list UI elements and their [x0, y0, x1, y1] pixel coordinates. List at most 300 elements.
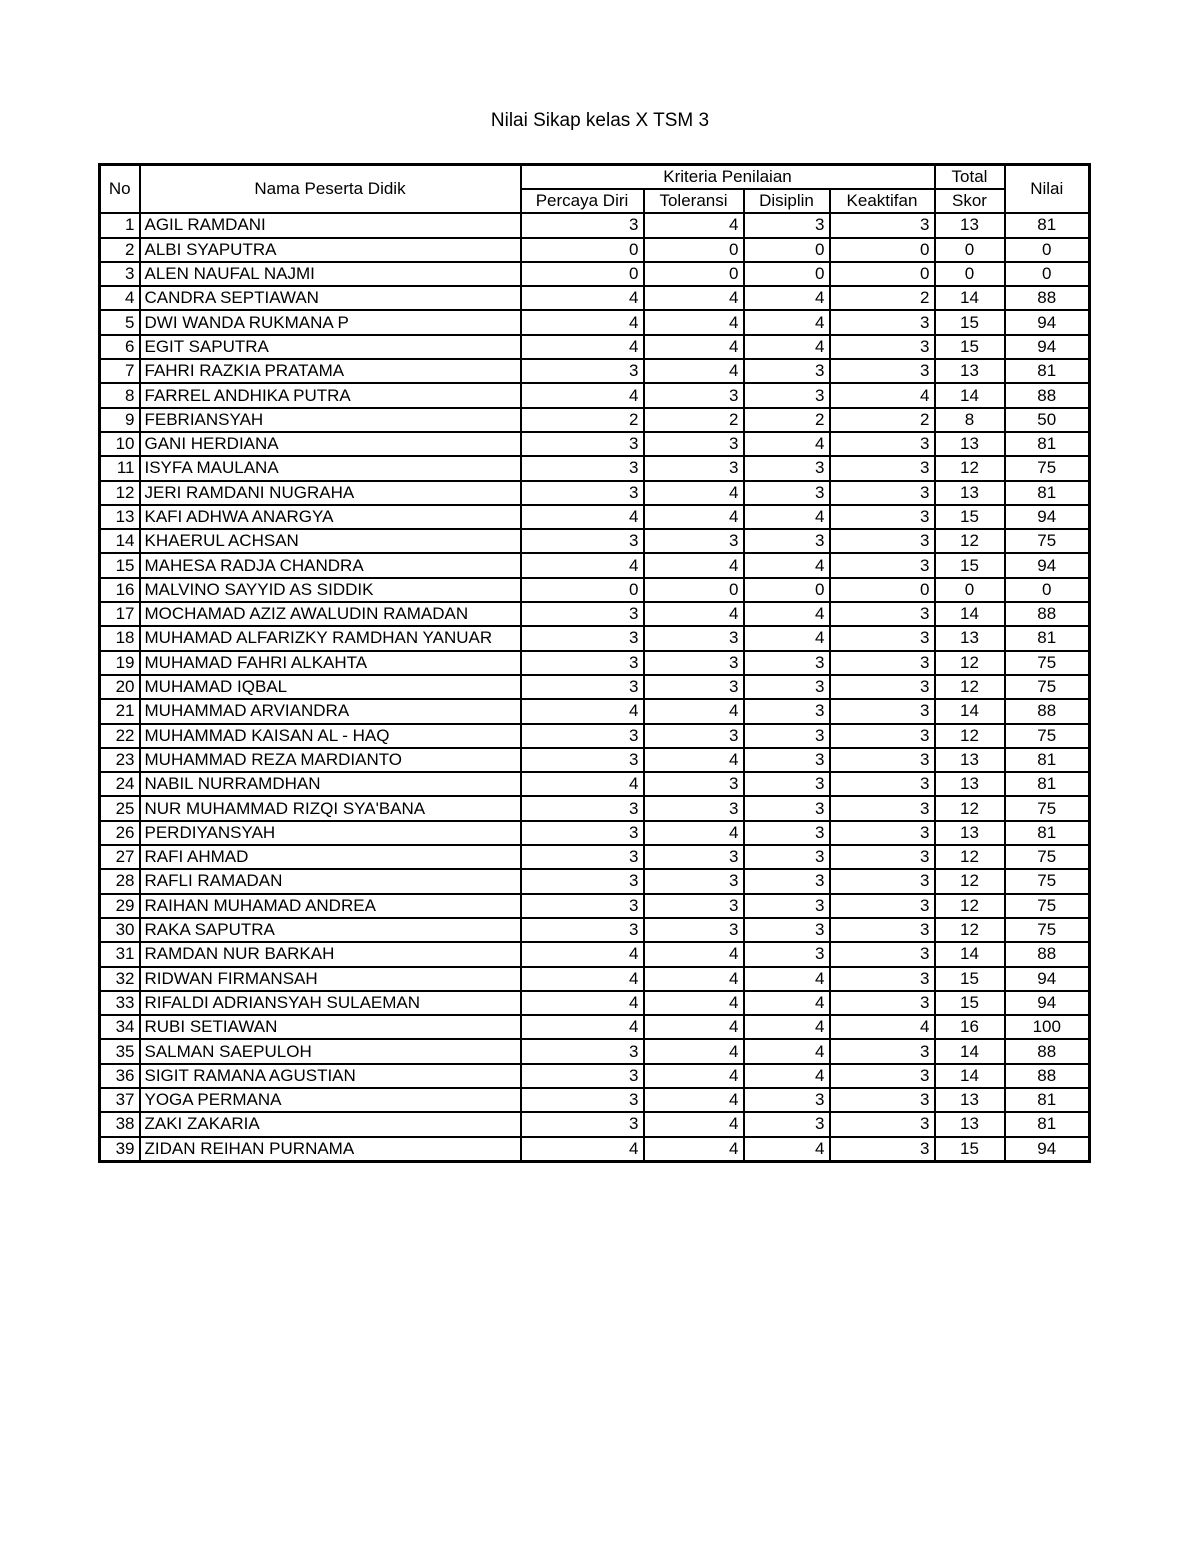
cell-percaya-diri: 3	[521, 724, 644, 748]
cell-total-skor: 12	[935, 456, 1005, 480]
table-body	[100, 213, 1090, 1161]
cell-percaya-diri: 3	[521, 918, 644, 942]
cell-toleransi: 2	[644, 408, 744, 432]
cell-total-skor: 14	[935, 942, 1005, 966]
cell-percaya-diri: 0	[521, 578, 644, 602]
cell-no: 19	[100, 651, 140, 675]
cell-percaya-diri: 4	[521, 1137, 644, 1162]
cell-keaktifan: 3	[830, 967, 935, 991]
cell-keaktifan: 3	[830, 918, 935, 942]
cell-percaya-diri: 4	[521, 383, 644, 407]
cell-disiplin: 3	[744, 869, 830, 893]
cell-disiplin: 3	[744, 918, 830, 942]
cell-toleransi: 4	[644, 553, 744, 577]
page-title: Nilai Sikap kelas X TSM 3	[490, 110, 710, 131]
cell-disiplin: 4	[744, 1039, 830, 1063]
cell-no: 37	[100, 1088, 140, 1112]
cell-toleransi: 4	[644, 505, 744, 529]
cell-no: 7	[100, 359, 140, 383]
cell-keaktifan: 3	[830, 432, 935, 456]
cell-nilai: 75	[1005, 869, 1090, 893]
cell-nilai: 88	[1005, 942, 1090, 966]
cell-percaya-diri: 4	[521, 942, 644, 966]
cell-percaya-diri: 3	[521, 602, 644, 626]
header-percaya-diri: Percaya Diri	[521, 189, 644, 213]
cell-keaktifan: 3	[830, 821, 935, 845]
cell-total-skor: 15	[935, 335, 1005, 359]
cell-toleransi: 3	[644, 456, 744, 480]
cell-nama: NUR MUHAMMAD RIZQI SYA'BANA	[140, 796, 521, 820]
cell-nilai: 94	[1005, 967, 1090, 991]
cell-disiplin: 4	[744, 310, 830, 334]
cell-toleransi: 0	[644, 578, 744, 602]
cell-disiplin: 3	[744, 529, 830, 553]
cell-total-skor: 15	[935, 1137, 1005, 1162]
header-keaktifan: Keaktifan	[830, 189, 935, 213]
cell-nilai: 94	[1005, 310, 1090, 334]
cell-nilai: 100	[1005, 1015, 1090, 1039]
cell-nama: RAFLI RAMADAN	[140, 869, 521, 893]
cell-no: 24	[100, 772, 140, 796]
cell-percaya-diri: 4	[521, 1015, 644, 1039]
cell-keaktifan: 3	[830, 772, 935, 796]
cell-disiplin: 4	[744, 1064, 830, 1088]
cell-disiplin: 0	[744, 578, 830, 602]
cell-total-skor: 12	[935, 529, 1005, 553]
cell-toleransi: 3	[644, 383, 744, 407]
cell-toleransi: 3	[644, 626, 744, 650]
cell-percaya-diri: 4	[521, 553, 644, 577]
cell-total-skor: 0	[935, 262, 1005, 286]
cell-disiplin: 0	[744, 238, 830, 262]
header-total: Total	[935, 165, 1005, 190]
cell-total-skor: 13	[935, 432, 1005, 456]
table-row	[100, 894, 1090, 918]
cell-nilai: 75	[1005, 845, 1090, 869]
cell-total-skor: 12	[935, 845, 1005, 869]
cell-total-skor: 13	[935, 748, 1005, 772]
table-row	[100, 1112, 1090, 1136]
cell-percaya-diri: 3	[521, 651, 644, 675]
cell-total-skor: 13	[935, 1112, 1005, 1136]
cell-nama: ALBI SYAPUTRA	[140, 238, 521, 262]
cell-nilai: 81	[1005, 481, 1090, 505]
cell-disiplin: 3	[744, 699, 830, 723]
cell-keaktifan: 3	[830, 894, 935, 918]
cell-no: 16	[100, 578, 140, 602]
cell-nilai: 88	[1005, 602, 1090, 626]
cell-disiplin: 3	[744, 724, 830, 748]
cell-toleransi: 4	[644, 1112, 744, 1136]
table-row	[100, 1039, 1090, 1063]
cell-total-skor: 12	[935, 724, 1005, 748]
cell-toleransi: 3	[644, 432, 744, 456]
cell-nilai: 75	[1005, 675, 1090, 699]
cell-nama: ALEN NAUFAL NAJMI	[140, 262, 521, 286]
cell-nilai: 88	[1005, 699, 1090, 723]
cell-percaya-diri: 4	[521, 967, 644, 991]
cell-nilai: 50	[1005, 408, 1090, 432]
cell-keaktifan: 0	[830, 238, 935, 262]
cell-toleransi: 3	[644, 796, 744, 820]
cell-disiplin: 4	[744, 505, 830, 529]
cell-percaya-diri: 4	[521, 335, 644, 359]
cell-percaya-diri: 3	[521, 845, 644, 869]
cell-nilai: 75	[1005, 529, 1090, 553]
cell-percaya-diri: 3	[521, 626, 644, 650]
header-nama: Nama Peserta Didik	[140, 165, 521, 214]
cell-total-skor: 12	[935, 651, 1005, 675]
header-skor: Skor	[935, 189, 1005, 213]
cell-toleransi: 4	[644, 991, 744, 1015]
cell-nama: MUHAMAD ALFARIZKY RAMDHAN YANUAR	[140, 626, 521, 650]
cell-nilai: 81	[1005, 432, 1090, 456]
table-header	[100, 165, 1090, 214]
cell-disiplin: 4	[744, 432, 830, 456]
cell-total-skor: 15	[935, 310, 1005, 334]
cell-nilai: 88	[1005, 286, 1090, 310]
header-kriteria: Kriteria Penilaian	[521, 165, 935, 190]
cell-percaya-diri: 0	[521, 238, 644, 262]
cell-nilai: 94	[1005, 505, 1090, 529]
cell-keaktifan: 3	[830, 748, 935, 772]
cell-percaya-diri: 0	[521, 262, 644, 286]
table-row	[100, 481, 1090, 505]
table-row	[100, 626, 1090, 650]
cell-keaktifan: 3	[830, 942, 935, 966]
cell-keaktifan: 3	[830, 456, 935, 480]
table-row	[100, 1064, 1090, 1088]
cell-toleransi: 4	[644, 359, 744, 383]
cell-toleransi: 4	[644, 967, 744, 991]
cell-percaya-diri: 3	[521, 359, 644, 383]
cell-disiplin: 4	[744, 553, 830, 577]
cell-nama: MUHAMAD FAHRI ALKAHTA	[140, 651, 521, 675]
cell-no: 31	[100, 942, 140, 966]
cell-keaktifan: 3	[830, 310, 935, 334]
cell-disiplin: 3	[744, 213, 830, 237]
cell-nama: MUHAMMAD KAISAN AL - HAQ	[140, 724, 521, 748]
cell-keaktifan: 2	[830, 408, 935, 432]
cell-percaya-diri: 3	[521, 748, 644, 772]
cell-no: 1	[100, 213, 140, 237]
cell-nama: KAFI ADHWA ANARGYA	[140, 505, 521, 529]
cell-toleransi: 4	[644, 1137, 744, 1162]
cell-disiplin: 4	[744, 991, 830, 1015]
cell-toleransi: 4	[644, 942, 744, 966]
cell-total-skor: 13	[935, 481, 1005, 505]
cell-nama: FEBRIANSYAH	[140, 408, 521, 432]
cell-total-skor: 16	[935, 1015, 1005, 1039]
cell-keaktifan: 4	[830, 1015, 935, 1039]
cell-nama: YOGA PERMANA	[140, 1088, 521, 1112]
table-row	[100, 942, 1090, 966]
cell-keaktifan: 3	[830, 724, 935, 748]
cell-percaya-diri: 4	[521, 310, 644, 334]
cell-no: 11	[100, 456, 140, 480]
cell-disiplin: 3	[744, 748, 830, 772]
cell-total-skor: 12	[935, 869, 1005, 893]
cell-percaya-diri: 3	[521, 869, 644, 893]
cell-nama: PERDIYANSYAH	[140, 821, 521, 845]
cell-total-skor: 15	[935, 991, 1005, 1015]
table-row	[100, 262, 1090, 286]
cell-nama: MALVINO SAYYID AS SIDDIK	[140, 578, 521, 602]
cell-percaya-diri: 3	[521, 894, 644, 918]
cell-nama: JERI RAMDANI NUGRAHA	[140, 481, 521, 505]
cell-percaya-diri: 3	[521, 432, 644, 456]
cell-nilai: 81	[1005, 748, 1090, 772]
cell-percaya-diri: 3	[521, 529, 644, 553]
cell-keaktifan: 3	[830, 1137, 935, 1162]
table-row	[100, 383, 1090, 407]
cell-nilai: 81	[1005, 626, 1090, 650]
cell-no: 17	[100, 602, 140, 626]
cell-disiplin: 4	[744, 335, 830, 359]
table-row	[100, 967, 1090, 991]
cell-nilai: 75	[1005, 796, 1090, 820]
cell-total-skor: 14	[935, 602, 1005, 626]
cell-nama: RAIHAN MUHAMAD ANDREA	[140, 894, 521, 918]
table-row	[100, 675, 1090, 699]
table-row	[100, 1015, 1090, 1039]
cell-percaya-diri: 3	[521, 821, 644, 845]
cell-no: 29	[100, 894, 140, 918]
cell-nama: RIDWAN FIRMANSAH	[140, 967, 521, 991]
cell-disiplin: 3	[744, 1112, 830, 1136]
cell-nilai: 75	[1005, 724, 1090, 748]
cell-percaya-diri: 3	[521, 213, 644, 237]
cell-toleransi: 3	[644, 675, 744, 699]
cell-nilai: 81	[1005, 1112, 1090, 1136]
cell-nilai: 94	[1005, 553, 1090, 577]
cell-disiplin: 3	[744, 675, 830, 699]
cell-nama: FAHRI RAZKIA PRATAMA	[140, 359, 521, 383]
cell-keaktifan: 3	[830, 1088, 935, 1112]
cell-keaktifan: 3	[830, 991, 935, 1015]
cell-percaya-diri: 4	[521, 699, 644, 723]
cell-no: 38	[100, 1112, 140, 1136]
cell-total-skor: 14	[935, 1064, 1005, 1088]
table-row	[100, 1088, 1090, 1112]
cell-keaktifan: 3	[830, 481, 935, 505]
cell-nama: MUHAMMAD ARVIANDRA	[140, 699, 521, 723]
cell-keaktifan: 2	[830, 286, 935, 310]
cell-no: 36	[100, 1064, 140, 1088]
cell-keaktifan: 3	[830, 699, 935, 723]
cell-keaktifan: 3	[830, 651, 935, 675]
cell-keaktifan: 3	[830, 675, 935, 699]
cell-total-skor: 13	[935, 821, 1005, 845]
table-row	[100, 796, 1090, 820]
table-row	[100, 553, 1090, 577]
cell-toleransi: 3	[644, 894, 744, 918]
cell-total-skor: 13	[935, 213, 1005, 237]
cell-keaktifan: 3	[830, 869, 935, 893]
cell-nama: SALMAN SAEPULOH	[140, 1039, 521, 1063]
cell-toleransi: 4	[644, 286, 744, 310]
cell-nilai: 94	[1005, 991, 1090, 1015]
cell-nama: SIGIT RAMANA AGUSTIAN	[140, 1064, 521, 1088]
cell-keaktifan: 3	[830, 845, 935, 869]
cell-toleransi: 3	[644, 845, 744, 869]
cell-nama: ZAKI ZAKARIA	[140, 1112, 521, 1136]
cell-no: 2	[100, 238, 140, 262]
cell-no: 35	[100, 1039, 140, 1063]
cell-nilai: 88	[1005, 1039, 1090, 1063]
table-row	[100, 748, 1090, 772]
cell-total-skor: 13	[935, 1088, 1005, 1112]
cell-no: 39	[100, 1137, 140, 1162]
cell-total-skor: 14	[935, 1039, 1005, 1063]
cell-nama: RAFI AHMAD	[140, 845, 521, 869]
cell-nilai: 75	[1005, 894, 1090, 918]
cell-percaya-diri: 4	[521, 991, 644, 1015]
table-row	[100, 918, 1090, 942]
cell-percaya-diri: 2	[521, 408, 644, 432]
cell-no: 14	[100, 529, 140, 553]
table-row	[100, 505, 1090, 529]
cell-toleransi: 4	[644, 1064, 744, 1088]
cell-nilai: 81	[1005, 1088, 1090, 1112]
cell-disiplin: 0	[744, 262, 830, 286]
table-row	[100, 359, 1090, 383]
cell-percaya-diri: 3	[521, 456, 644, 480]
cell-nilai: 81	[1005, 772, 1090, 796]
cell-total-skor: 12	[935, 675, 1005, 699]
table-row	[100, 286, 1090, 310]
cell-total-skor: 0	[935, 578, 1005, 602]
cell-keaktifan: 3	[830, 359, 935, 383]
cell-disiplin: 4	[744, 967, 830, 991]
cell-no: 18	[100, 626, 140, 650]
cell-keaktifan: 4	[830, 383, 935, 407]
cell-keaktifan: 0	[830, 262, 935, 286]
cell-total-skor: 15	[935, 505, 1005, 529]
cell-disiplin: 3	[744, 845, 830, 869]
cell-nama: RUBI SETIAWAN	[140, 1015, 521, 1039]
cell-disiplin: 3	[744, 796, 830, 820]
cell-no: 20	[100, 675, 140, 699]
cell-nama: NABIL NURRAMDHAN	[140, 772, 521, 796]
cell-toleransi: 0	[644, 262, 744, 286]
cell-no: 12	[100, 481, 140, 505]
cell-toleransi: 3	[644, 651, 744, 675]
cell-toleransi: 4	[644, 213, 744, 237]
cell-keaktifan: 3	[830, 1064, 935, 1088]
table-row	[100, 651, 1090, 675]
cell-toleransi: 4	[644, 1039, 744, 1063]
cell-nilai: 81	[1005, 359, 1090, 383]
table-row	[100, 1137, 1090, 1162]
cell-nilai: 0	[1005, 238, 1090, 262]
cell-total-skor: 0	[935, 238, 1005, 262]
cell-nilai: 81	[1005, 213, 1090, 237]
cell-disiplin: 4	[744, 1137, 830, 1162]
cell-no: 33	[100, 991, 140, 1015]
cell-nama: MOCHAMAD AZIZ AWALUDIN RAMADAN	[140, 602, 521, 626]
cell-toleransi: 4	[644, 699, 744, 723]
cell-no: 22	[100, 724, 140, 748]
cell-percaya-diri: 3	[521, 1088, 644, 1112]
cell-no: 5	[100, 310, 140, 334]
cell-disiplin: 4	[744, 286, 830, 310]
cell-toleransi: 4	[644, 748, 744, 772]
header-no: No	[100, 165, 140, 214]
cell-keaktifan: 3	[830, 626, 935, 650]
cell-no: 26	[100, 821, 140, 845]
cell-keaktifan: 3	[830, 602, 935, 626]
cell-toleransi: 4	[644, 602, 744, 626]
table-row	[100, 408, 1090, 432]
cell-nama: RAKA SAPUTRA	[140, 918, 521, 942]
cell-total-skor: 13	[935, 626, 1005, 650]
cell-no: 21	[100, 699, 140, 723]
header-nilai: Nilai	[1005, 165, 1090, 214]
cell-disiplin: 3	[744, 383, 830, 407]
cell-toleransi: 3	[644, 918, 744, 942]
cell-nama: GANI HERDIANA	[140, 432, 521, 456]
cell-percaya-diri: 3	[521, 675, 644, 699]
cell-keaktifan: 3	[830, 529, 935, 553]
table-row	[100, 699, 1090, 723]
cell-nama: ISYFA MAULANA	[140, 456, 521, 480]
cell-percaya-diri: 3	[521, 1112, 644, 1136]
cell-percaya-diri: 3	[521, 1039, 644, 1063]
cell-percaya-diri: 4	[521, 286, 644, 310]
cell-no: 6	[100, 335, 140, 359]
cell-percaya-diri: 3	[521, 1064, 644, 1088]
cell-keaktifan: 3	[830, 335, 935, 359]
cell-toleransi: 0	[644, 238, 744, 262]
cell-no: 28	[100, 869, 140, 893]
cell-nilai: 75	[1005, 456, 1090, 480]
cell-percaya-diri: 3	[521, 481, 644, 505]
cell-nilai: 75	[1005, 651, 1090, 675]
cell-total-skor: 12	[935, 894, 1005, 918]
table-row	[100, 213, 1090, 237]
cell-no: 3	[100, 262, 140, 286]
cell-keaktifan: 3	[830, 505, 935, 529]
cell-nama: EGIT SAPUTRA	[140, 335, 521, 359]
grades-table	[98, 163, 1091, 1163]
cell-total-skor: 8	[935, 408, 1005, 432]
cell-total-skor: 15	[935, 553, 1005, 577]
cell-disiplin: 4	[744, 1015, 830, 1039]
table-row	[100, 310, 1090, 334]
table-row	[100, 578, 1090, 602]
cell-no: 9	[100, 408, 140, 432]
cell-keaktifan: 3	[830, 213, 935, 237]
cell-total-skor: 15	[935, 967, 1005, 991]
cell-nama: MUHAMMAD REZA MARDIANTO	[140, 748, 521, 772]
cell-keaktifan: 3	[830, 1039, 935, 1063]
cell-toleransi: 3	[644, 869, 744, 893]
cell-disiplin: 3	[744, 481, 830, 505]
cell-nama: KHAERUL ACHSAN	[140, 529, 521, 553]
cell-nilai: 0	[1005, 262, 1090, 286]
cell-nilai: 81	[1005, 821, 1090, 845]
cell-toleransi: 4	[644, 821, 744, 845]
cell-keaktifan: 3	[830, 553, 935, 577]
cell-no: 34	[100, 1015, 140, 1039]
cell-nama: MAHESA RADJA CHANDRA	[140, 553, 521, 577]
cell-no: 4	[100, 286, 140, 310]
cell-nilai: 88	[1005, 1064, 1090, 1088]
table-row	[100, 456, 1090, 480]
cell-disiplin: 3	[744, 772, 830, 796]
cell-nama: RIFALDI ADRIANSYAH SULAEMAN	[140, 991, 521, 1015]
